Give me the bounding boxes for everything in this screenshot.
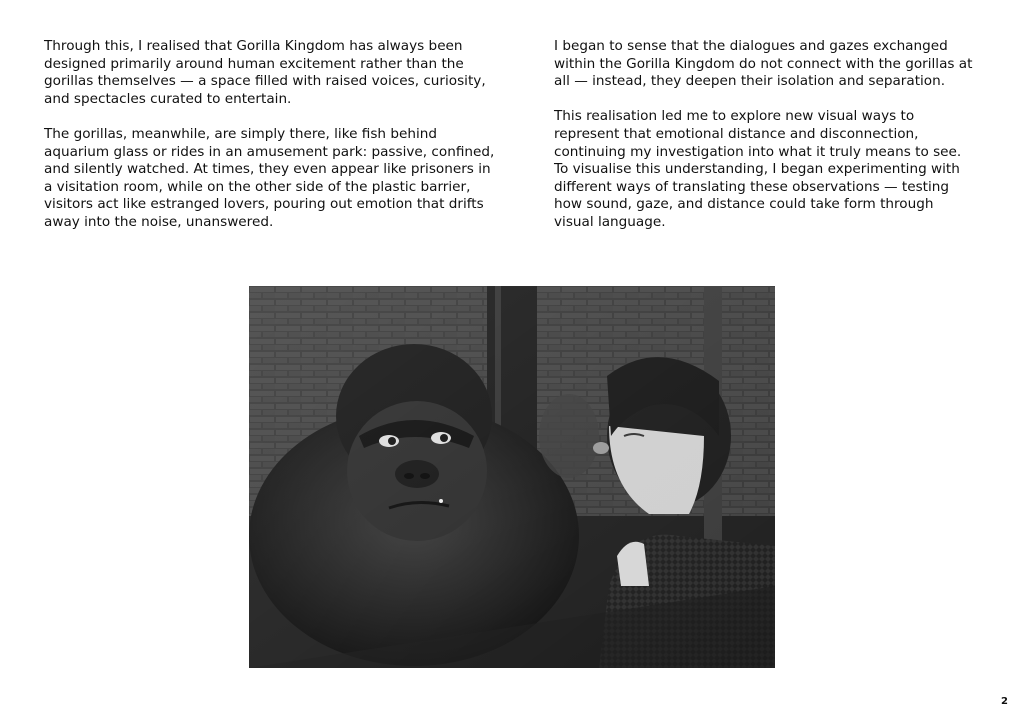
paragraph: The gorillas, meanwhile, are simply there, like fish behind aquarium glass or rides in an amusement park: passive, confined, and silently watched. At times, they even appear like prisoners in a visitation room, while on the other side of the plastic barrier, visitors act like estranged lovers, pouring out emotion that drifts away into the noise, unanswered. [44,125,495,230]
paragraph: Through this, I realised that Gorilla Kingdom has always been designed primarily around human excitement rather than the gorillas themselves — a space filled with raised voices, curiosity, and spectacles curated to entertain. [44,38,486,107]
page-number: 2 [1001,696,1008,707]
paragraph: This realisation led me to explore new visual ways to represent that emotional distance and disconnection, continuing my investigation into what it truly means to see. To visualise this understanding, I began experimenting with different ways of translating these observations — testing how sound, gaze, and distance could take form through visual language. [554,108,962,230]
photograph [249,286,775,668]
text-column-right [554,38,974,249]
paragraph: I began to sense that the dialogues and gazes exchanged within the Gorilla Kingdom do not connect with the gorillas at all — instead, they deepen their isolation and separation. [554,38,973,90]
text-column-left [44,38,496,249]
